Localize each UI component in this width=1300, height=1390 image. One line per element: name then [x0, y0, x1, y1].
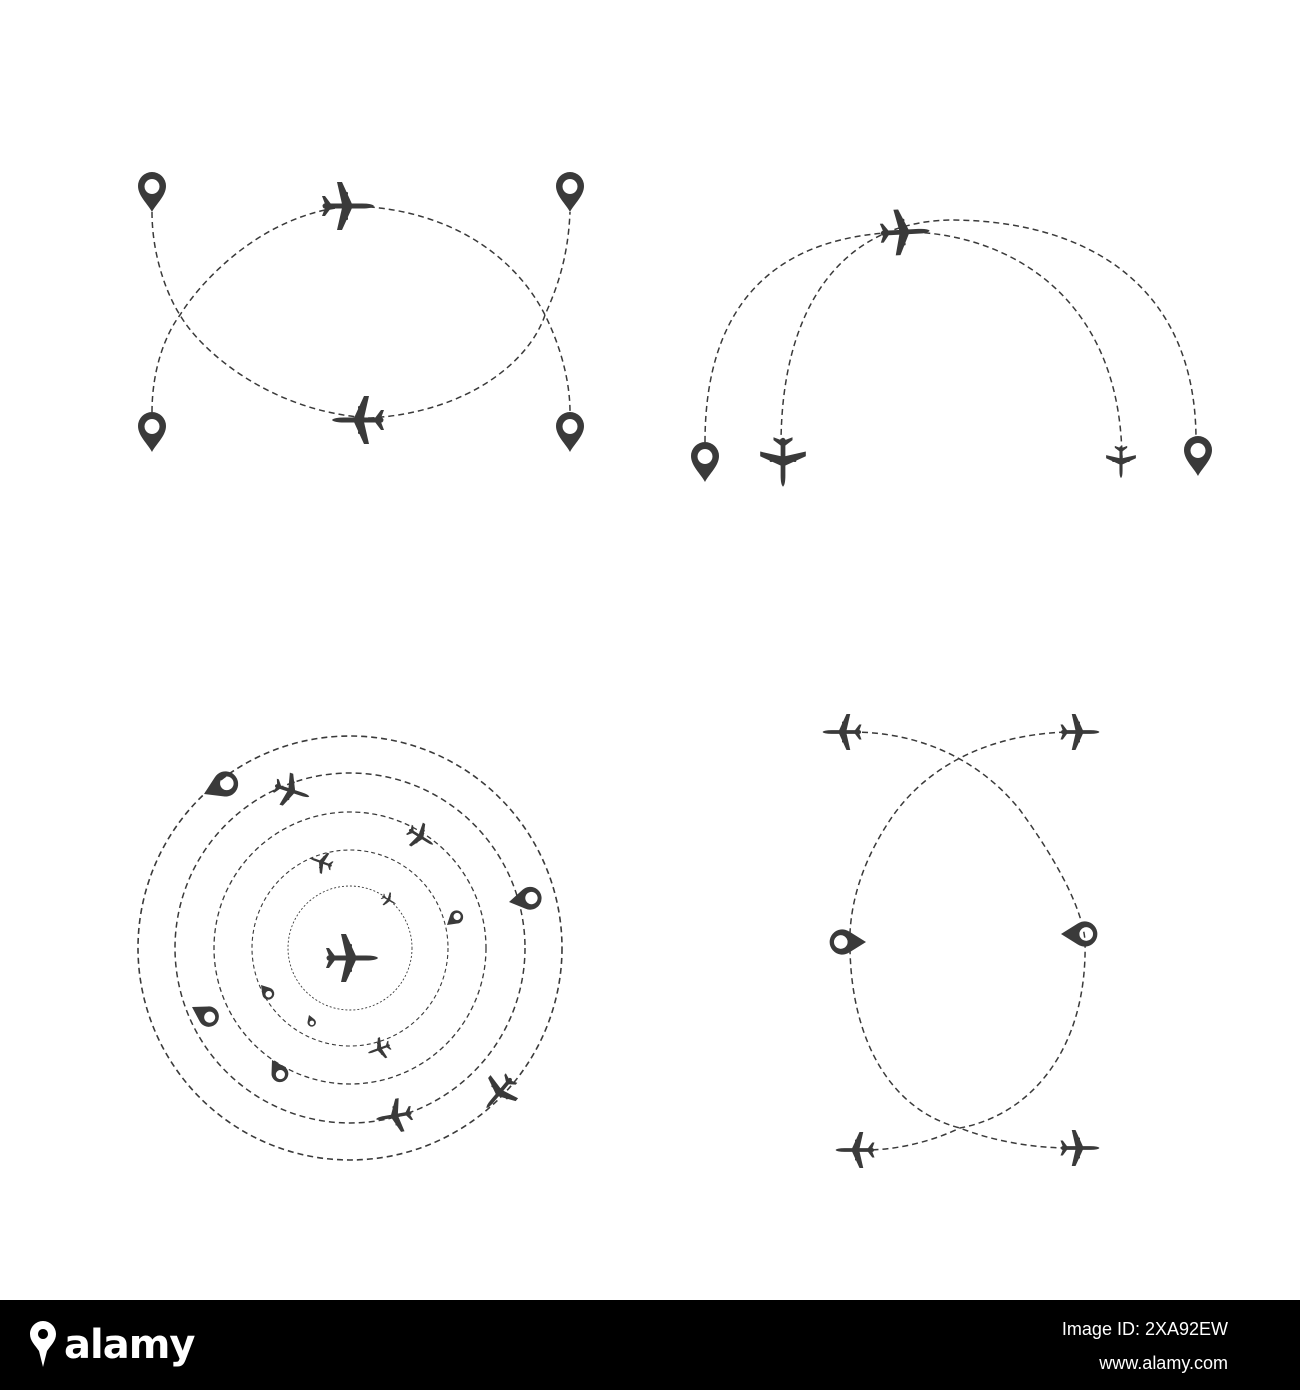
route-path [850, 732, 1075, 1148]
location-pin-icon [1061, 921, 1097, 946]
route-path [152, 206, 570, 412]
route-path [152, 212, 570, 418]
airplane-icon [473, 1066, 526, 1119]
airplane-icon [879, 208, 931, 256]
location-pin-icon [138, 172, 166, 212]
airplane-icon [1061, 1130, 1100, 1166]
brand-name: alamy [64, 1322, 195, 1368]
airplane-icon [760, 437, 806, 486]
crossing-arcs-route-panel [705, 220, 1196, 458]
location-pin-icon [265, 1056, 292, 1085]
image-meta [1062, 1312, 1228, 1380]
brand-logo [28, 1314, 194, 1374]
airplane-icon [269, 769, 314, 812]
location-pin-icon [830, 929, 866, 954]
airplane-icon [322, 182, 374, 230]
alamy-logo-icon [28, 1321, 58, 1367]
figure-eight-route-panel [152, 206, 570, 418]
location-pin-icon [199, 767, 243, 805]
airplane-icon [823, 714, 862, 750]
location-pin-icon [507, 885, 543, 913]
location-pin-icon [305, 1014, 317, 1028]
route-path [852, 732, 1085, 1150]
airplane-icon [1061, 714, 1100, 750]
location-pin-icon [256, 981, 276, 1002]
location-pin-icon [556, 172, 584, 212]
airplane-icon [1106, 446, 1136, 478]
location-pin-icon [187, 998, 223, 1030]
watermark-footer [0, 1300, 1300, 1390]
airplane-icon [402, 818, 440, 856]
location-pin-icon [138, 412, 166, 452]
route-path [705, 232, 1122, 458]
airplane-icon [373, 1096, 415, 1135]
airplane-icon [836, 1132, 875, 1168]
location-pin-icon [556, 412, 584, 452]
airplane-icon [364, 1035, 393, 1063]
airplane-icon [332, 396, 384, 444]
airplane-icon [326, 934, 378, 982]
vertical-loop-route-panel [850, 732, 1085, 1150]
route-path [781, 220, 1196, 445]
location-pin-icon [443, 908, 466, 930]
image-id: Image ID: 2XA92EW [1061, 1319, 1228, 1339]
location-pin-icon [691, 442, 719, 482]
site-url: www.alamy.com [1099, 1353, 1228, 1373]
location-pin-icon [1184, 436, 1212, 476]
